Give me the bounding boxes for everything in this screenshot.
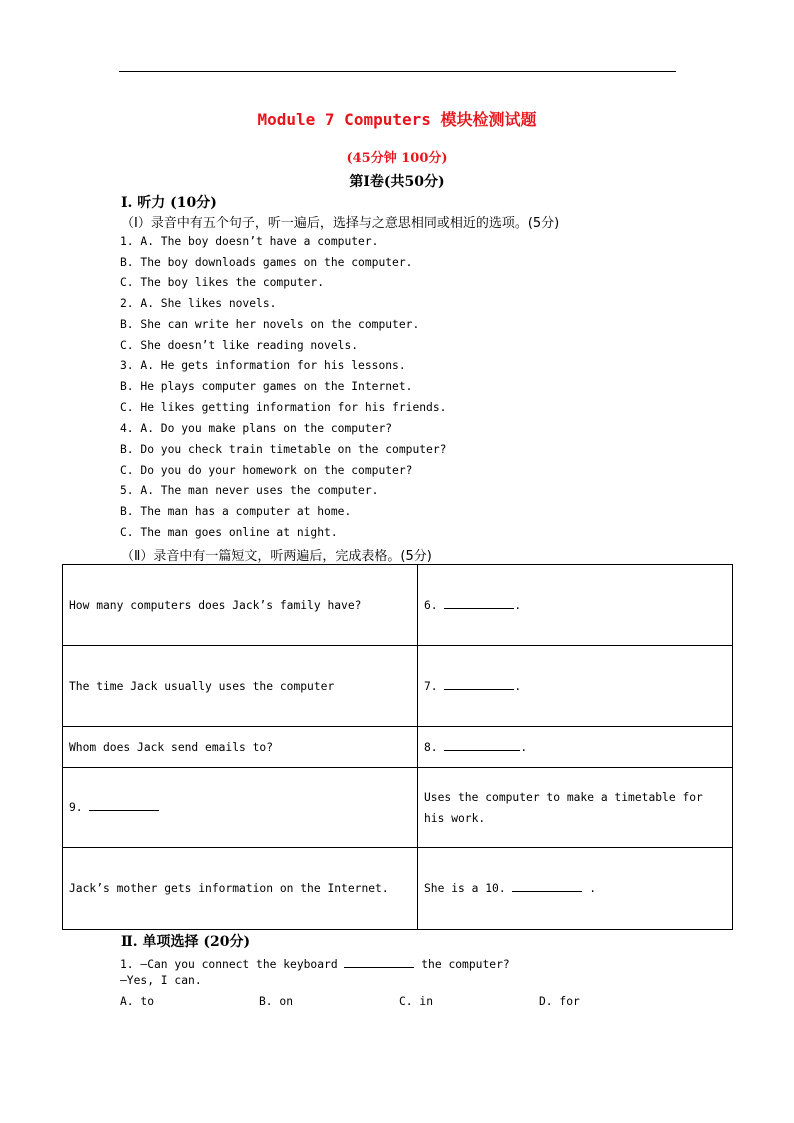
table-row (63, 768, 733, 848)
answer-blank-7[interactable] (444, 676, 514, 690)
question-line: B. Do you check train timetable on the computer? (120, 443, 447, 456)
table-cell (418, 646, 733, 727)
answer-blank-q1[interactable] (344, 954, 414, 968)
option-c[interactable]: C. in (399, 995, 434, 1008)
table-row (63, 727, 733, 768)
question-line: C. He likes getting information for his friends. (120, 401, 447, 414)
header-rule (119, 71, 676, 72)
cell-text: Whom does Jack send emails to? (69, 740, 274, 754)
question-line: 2. A. She likes novels. (120, 297, 277, 310)
question-line: 1. A. The boy doesn’t have a computer. (120, 235, 379, 248)
cell-text: 9. (69, 801, 90, 814)
question-text: 1. —Can you connect the keyboard (120, 958, 345, 971)
answer-blank-10[interactable] (512, 878, 582, 892)
cell-text: Uses the computer to make a timetable for his work. (424, 790, 703, 825)
table-cell (418, 848, 733, 930)
choice-answer-line: —Yes, I can. (120, 974, 202, 987)
table-cell (418, 768, 733, 848)
choice-question-1 (120, 954, 510, 971)
answer-blank-6[interactable] (444, 595, 514, 609)
cell-text: 7. (424, 679, 445, 693)
answer-blank-8[interactable] (444, 737, 520, 751)
table-row (63, 848, 733, 930)
table-cell (418, 727, 733, 768)
listening-instruction-1: （Ⅰ）录音中有五个句子，听一遍后，选择与之意思相同或相近的选项。(5分) (121, 216, 560, 231)
listening-table (62, 564, 733, 930)
cell-text: The time Jack usually uses the computer (69, 679, 335, 693)
cell-text: She is a 10. (424, 882, 513, 895)
question-line: 5. A. The man never uses the computer. (120, 484, 379, 497)
question-line: B. He plays computer games on the Internet. (120, 380, 413, 393)
part-heading: 第Ⅰ卷(共50分) (349, 174, 445, 190)
table-cell (63, 768, 418, 848)
table-row (63, 646, 733, 727)
question-line: C. The boy likes the computer. (120, 276, 325, 289)
table-row (63, 565, 733, 646)
table-cell (63, 727, 418, 768)
cell-text: . (582, 882, 597, 895)
table-cell (63, 565, 418, 646)
cell-text: Jack’s mother gets information on the Internet. (69, 882, 389, 895)
question-line: C. Do you do your homework on the computer? (120, 464, 413, 477)
option-d[interactable]: D. for (539, 995, 580, 1008)
table-cell (63, 646, 418, 727)
cell-text: 6. (424, 598, 445, 612)
cell-text: . (514, 598, 522, 612)
question-line: 3. A. He gets information for his lessons. (120, 359, 406, 372)
cell-text: . (520, 740, 528, 754)
table-cell (418, 565, 733, 646)
cell-text: . (514, 679, 522, 693)
question-line: B. She can write her novels on the computer. (120, 318, 420, 331)
time-score-subtitle: (45分钟 100分) (346, 151, 448, 166)
question-line: C. She doesn’t like reading novels. (120, 339, 359, 352)
page-title: Module 7 Computers 模块检测试题 (257, 110, 537, 129)
option-a[interactable]: A. to (120, 995, 155, 1008)
section-heading-choice: Ⅱ. 单项选择 (20分) (121, 934, 251, 950)
question-line: B. The man has a computer at home. (120, 505, 352, 518)
cell-text: 8. (424, 740, 445, 754)
section-heading-listening: Ⅰ. 听力 (10分) (121, 195, 217, 211)
table-cell (63, 848, 418, 930)
question-line: 4. A. Do you make plans on the computer? (120, 422, 393, 435)
listening-instruction-2: （Ⅱ）录音中有一篇短文，听两遍后，完成表格。(5分) (121, 549, 432, 564)
answer-blank-9[interactable] (89, 797, 159, 811)
option-b[interactable]: B. on (259, 995, 294, 1008)
question-line: B. The boy downloads games on the computer. (120, 256, 413, 269)
cell-text: How many computers does Jack’s family have? (69, 598, 362, 612)
question-text: the computer? (414, 958, 510, 971)
question-line: C. The man goes online at night. (120, 526, 338, 539)
